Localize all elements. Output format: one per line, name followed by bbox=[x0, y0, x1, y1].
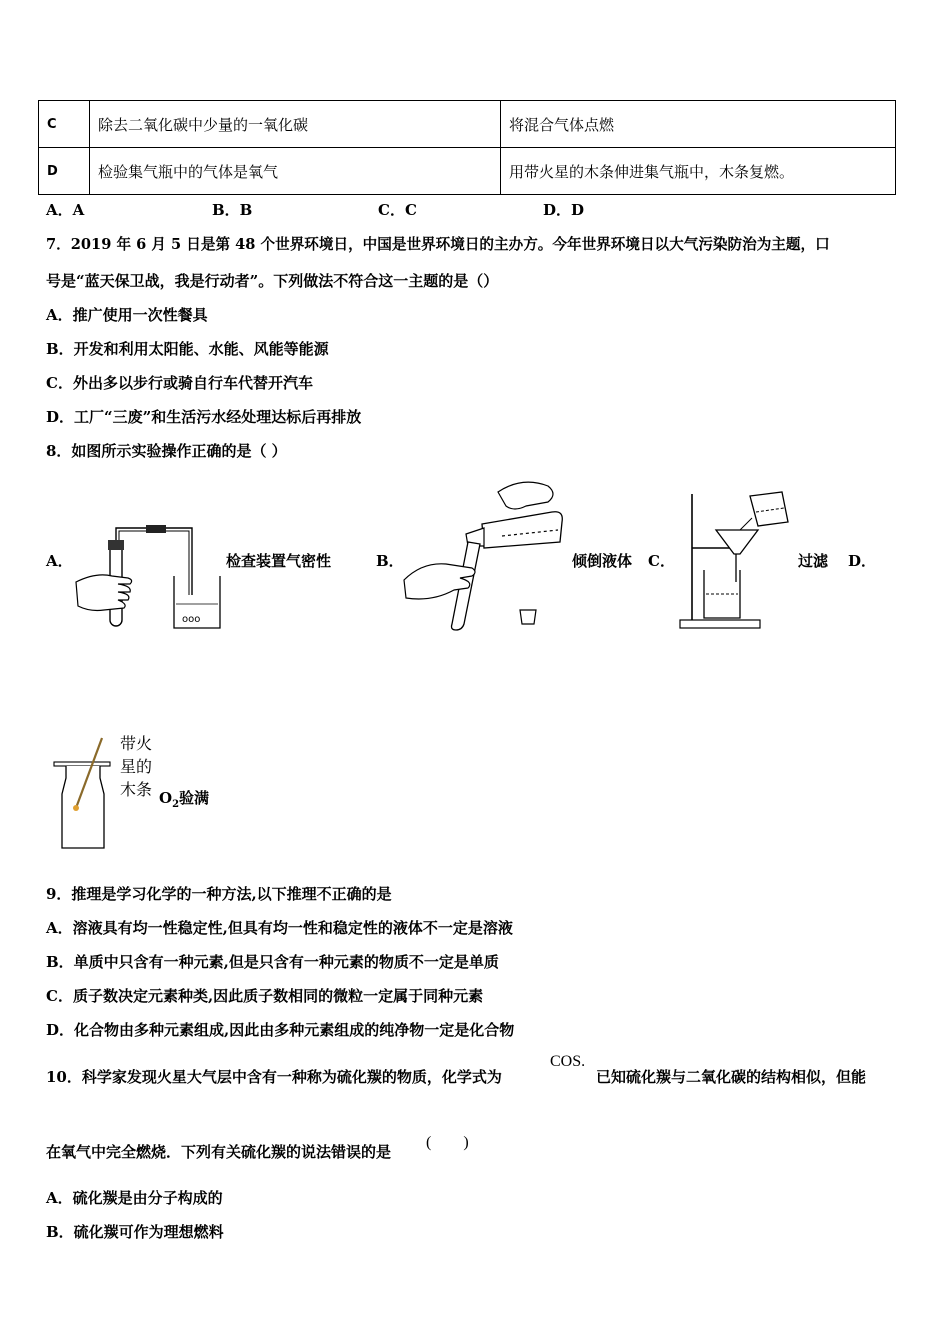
q8-option-a-caption: 检查装置气密性 bbox=[226, 552, 332, 570]
q8-option-c-letter: C． bbox=[648, 552, 675, 570]
filtration-figure bbox=[676, 486, 796, 632]
q10-paren: ( ) bbox=[426, 1134, 469, 1151]
q8-option-c-caption: 过滤 bbox=[798, 552, 829, 570]
options-table bbox=[38, 100, 896, 195]
q7-option-b: B．开发和利用太阳能、水能、风能等能源 bbox=[46, 340, 329, 358]
q8-stem: 8．如图所示实验操作正确的是（ ） bbox=[46, 442, 287, 460]
q9-stem: 9．推理是学习化学的一种方法,以下推理不正确的是 bbox=[46, 885, 392, 903]
row-method: 将混合气体点燃 bbox=[501, 101, 896, 148]
q9-option-b: B．单质中只含有一种元素,但是只含有一种元素的物质不一定是单质 bbox=[46, 953, 499, 971]
splint-label bbox=[120, 732, 152, 801]
row-task: 除去二氧化碳中少量的一氧化碳 bbox=[90, 101, 501, 148]
svg-text:ooo: ooo bbox=[182, 614, 201, 625]
q7-option-a: A．推广使用一次性餐具 bbox=[46, 306, 208, 324]
q6-option-c: C．C bbox=[378, 201, 417, 219]
table-row bbox=[39, 101, 896, 148]
q7-option-d: D．工厂“三废”和生活污水经处理达标后再排放 bbox=[46, 408, 362, 426]
q9-option-d: D．化合物由多种元素组成,因此由多种元素组成的纯净物一定是化合物 bbox=[46, 1021, 515, 1039]
q10-formula: COS. bbox=[550, 1053, 586, 1070]
q8-option-d-letter: D． bbox=[848, 552, 877, 570]
q10-stem-line1b: 已知硫化羰与二氧化碳的结构相似，但能 bbox=[596, 1068, 867, 1086]
caption-rest: 验满 bbox=[179, 789, 210, 807]
q6-option-a: A．A bbox=[46, 201, 85, 219]
q9-option-a: A．溶液具有均一性稳定性,但具有均一性和稳定性的液体不一定是溶液 bbox=[46, 919, 513, 937]
splint-label-line1: 带火 bbox=[120, 734, 153, 753]
airtightness-check-figure bbox=[74, 520, 224, 632]
q8-option-b-letter: B． bbox=[376, 552, 404, 570]
q7-stem-line2: 号是“蓝天保卫战，我是行动者”。下列做法不符合这一主题的是（） bbox=[46, 272, 499, 290]
oxygen-test-figure bbox=[50, 736, 114, 852]
splint-label-line2: 星的 bbox=[120, 757, 153, 776]
pour-liquid-figure bbox=[402, 472, 570, 632]
caption-o: O bbox=[159, 789, 173, 807]
caption-sub: 2 bbox=[172, 799, 180, 810]
q10-option-a: A．硫化羰是由分子构成的 bbox=[46, 1189, 223, 1207]
q6-option-d: D．D bbox=[543, 201, 585, 219]
table-row bbox=[39, 148, 896, 195]
q9-option-c: C．质子数决定元素种类,因此质子数相同的微粒一定属于同种元素 bbox=[46, 987, 484, 1005]
q6-option-b: B．B bbox=[212, 201, 253, 219]
q8-option-b-caption: 倾倒液体 bbox=[572, 552, 633, 570]
splint-label-line3: 木条 bbox=[120, 780, 153, 799]
q10-stem-line1a: 10．科学家发现火星大气层中含有一种称为硫化羰的物质，化学式为 bbox=[46, 1068, 502, 1086]
q7-stem-line1: 7．2019 年 6 月 5 日是第 48 个世界环境日，中国是世界环境日的主办方。今年世界环境日以大气污染防治为主题，口 bbox=[46, 236, 830, 253]
q10-stem-line2: 在氧气中完全燃烧．下列有关硫化羰的说法错误的是 bbox=[46, 1143, 392, 1161]
row-task: 检验集气瓶中的气体是氧气 bbox=[90, 148, 501, 195]
row-letter: C bbox=[39, 101, 90, 148]
q8-option-a-letter: A． bbox=[46, 552, 73, 570]
row-method: 用带火星的木条伸进集气瓶中，木条复燃。 bbox=[501, 148, 896, 195]
q7-option-c: C．外出多以步行或骑自行车代替开汽车 bbox=[46, 374, 313, 392]
row-letter: D bbox=[39, 148, 90, 195]
q10-option-b: B．硫化羰可作为理想燃料 bbox=[46, 1223, 224, 1241]
q8-option-d-caption bbox=[159, 787, 209, 810]
